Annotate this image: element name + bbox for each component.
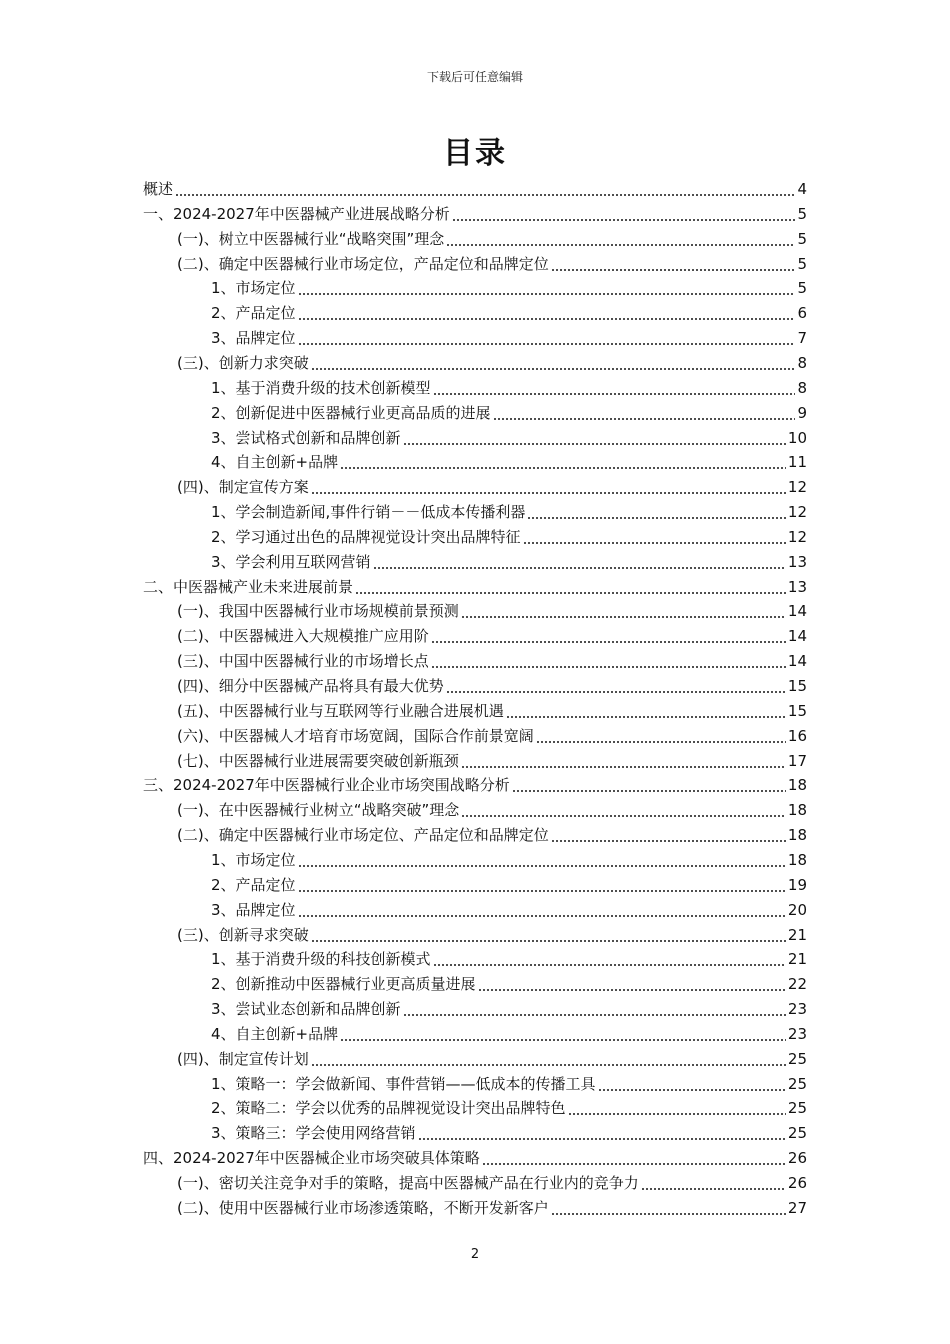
toc-entry-page: 21 (787, 950, 807, 969)
toc-dot-leader (311, 492, 786, 494)
toc-entry[interactable] (211, 846, 807, 871)
toc-dot-leader (431, 666, 786, 668)
toc-entry[interactable] (211, 1070, 807, 1095)
toc-entry[interactable] (143, 200, 807, 225)
toc-entry[interactable] (211, 1020, 807, 1045)
toc-entry-page: 4 (797, 180, 807, 198)
toc-entry-page: 25 (787, 1099, 807, 1118)
toc-entry[interactable] (211, 448, 807, 473)
toc-entry[interactable] (211, 299, 807, 324)
toc-entry-title: (二)、中医器械进入大规模推广应用阶 (177, 627, 429, 646)
toc-entry-title: (七)、中医器械行业进展需要突破创新瓶颈 (177, 751, 459, 770)
toc-dot-leader (446, 244, 795, 246)
toc-entry-title: 二、中医器械产业未来进展前景 (143, 577, 354, 596)
toc-entry-page: 26 (787, 1149, 807, 1168)
toc-dot-leader (311, 1064, 786, 1066)
toc-entry[interactable] (177, 672, 807, 697)
toc-entry-page: 5 (797, 254, 807, 273)
toc-entry-page: 7 (797, 329, 807, 348)
toc-entry-title: (三)、中国中医器械行业的市场增长点 (177, 652, 429, 671)
toc-dot-leader (298, 865, 786, 867)
toc-dot-leader (403, 443, 786, 445)
toc-entry[interactable] (177, 1194, 807, 1219)
toc-entry-page: 5 (797, 279, 807, 298)
toc-entry-page: 17 (787, 751, 807, 770)
toc-entry[interactable] (143, 175, 807, 200)
toc-dot-leader (446, 691, 786, 693)
toc-entry[interactable] (211, 399, 807, 424)
toc-entry-page: 18 (787, 850, 807, 869)
toc-entry[interactable] (211, 374, 807, 399)
toc-entry-page: 20 (787, 900, 807, 919)
toc-entry-page: 13 (787, 552, 807, 571)
toc-entry-page: 18 (787, 826, 807, 845)
toc-dot-leader (433, 393, 796, 395)
toc-entry-page: 26 (787, 1174, 807, 1192)
toc-dot-leader (461, 815, 786, 817)
toc-dot-leader (478, 989, 786, 991)
toc-entry-page: 27 (787, 1198, 807, 1217)
toc-entry-title: 3、策略三：学会使用网络营销 (211, 1124, 416, 1143)
toc-entry[interactable] (177, 473, 807, 498)
toc-dot-leader (641, 1188, 786, 1190)
toc-dot-leader (175, 194, 795, 196)
toc-entry-page: 12 (787, 527, 807, 546)
toc-entry-title: 四、2024-2027年中医器械企业市场突破具体策略 (143, 1149, 480, 1168)
toc-dot-leader (598, 1089, 786, 1091)
toc-dot-leader (551, 840, 786, 842)
toc-entry-page: 14 (787, 627, 807, 646)
toc-dot-leader (298, 318, 796, 320)
toc-entry[interactable] (211, 548, 807, 573)
toc-entry-page: 14 (787, 602, 807, 621)
toc-entry-title: 三、2024-2027年中医器械行业企业市场突围战略分析 (143, 776, 510, 795)
toc-entry-title: 1、基于消费升级的技术创新模型 (211, 378, 431, 397)
toc-entry-title: 1、市场定位 (211, 850, 296, 869)
toc-entry[interactable] (177, 747, 807, 772)
toc-entry-page: 15 (787, 701, 807, 720)
toc-dot-leader (551, 269, 796, 271)
toc-entry-title: 2、产品定位 (211, 875, 296, 894)
toc-dot-leader (461, 616, 786, 618)
toc-entry-title: 1、学会制造新闻,事件行销－－低成本传播利器 (211, 503, 526, 522)
toc-entry-title: 1、策略一：学会做新闻、事件营销——低成本的传播工具 (211, 1074, 596, 1093)
toc-entry[interactable] (211, 945, 807, 970)
toc-entry-title: (三)、创新力求突破 (177, 353, 309, 372)
toc-entry-page: 9 (797, 403, 807, 422)
toc-entry-page: 12 (787, 503, 807, 522)
toc-entry-title: 2、策略二：学会以优秀的品牌视觉设计突出品牌特色 (211, 1099, 566, 1118)
toc-entry-title: 概述 (143, 180, 174, 198)
toc-entry-page: 8 (797, 378, 807, 397)
toc-entry-title: 2、创新促进中医器械行业更高品质的进展 (211, 403, 491, 422)
toc-entry-title: (一)、密切关注竞争对手的策略，提高中医器械产品在行业内的竞争力 (177, 1174, 639, 1192)
toc-dot-leader (298, 293, 796, 295)
toc-dot-leader (452, 219, 796, 221)
toc-entry[interactable] (177, 250, 807, 275)
toc-dot-leader (298, 890, 786, 892)
toc-entry-title: (二)、确定中医器械行业市场定位，产品定位和品牌定位 (177, 254, 549, 273)
toc-entry-title: 4、自主创新+品牌 (211, 453, 339, 472)
toc-entry[interactable] (211, 498, 807, 523)
toc-entry[interactable] (211, 424, 807, 449)
toc-entry-page: 21 (787, 925, 807, 944)
toc-entry[interactable] (143, 1144, 807, 1169)
toc-entry-page: 14 (787, 652, 807, 671)
toc-dot-leader (340, 467, 786, 469)
toc-dot-leader (551, 1213, 786, 1215)
toc-entry-page: 11 (787, 453, 807, 472)
page-header: 下载后可任意编辑 (426, 70, 523, 84)
toc-entry-page: 19 (787, 875, 807, 894)
toc-dot-leader (493, 418, 796, 420)
toc-entry-title: 2、产品定位 (211, 304, 296, 323)
toc-entry-page: 8 (797, 353, 807, 372)
toc-entry[interactable] (177, 225, 807, 250)
toc-entry-title: 2、学习通过出色的品牌视觉设计突出品牌特征 (211, 527, 521, 546)
toc-dot-leader (298, 915, 786, 917)
toc-entry-page: 5 (797, 229, 807, 248)
toc-entry[interactable] (177, 722, 807, 747)
toc-entry[interactable] (143, 573, 807, 598)
toc-entry[interactable] (177, 697, 807, 722)
toc-entry[interactable] (211, 1119, 807, 1144)
toc-dot-leader (536, 741, 786, 743)
toc-entry-title: (四)、细分中医器械产品将具有最大优势 (177, 677, 444, 695)
toc-entry[interactable] (177, 921, 807, 946)
toc-entry[interactable] (211, 871, 807, 896)
toc-entry-title: (一)、在中医器械行业树立“战略突破”理念 (177, 801, 460, 820)
toc-entry[interactable] (211, 896, 807, 921)
toc-dot-leader (311, 940, 786, 942)
toc-entry-title: 3、学会利用互联网营销 (211, 552, 371, 571)
toc-entry-title: 4、自主创新+品牌 (211, 1024, 339, 1043)
page-title: 目录 (443, 136, 507, 171)
toc-entry-title: (二)、确定中医器械行业市场定位、产品定位和品牌定位 (177, 826, 549, 845)
toc-dot-leader (373, 567, 786, 569)
toc-entry[interactable] (177, 647, 807, 672)
toc-entry[interactable] (177, 349, 807, 374)
toc-entry-page: 16 (787, 726, 807, 745)
toc-entry-title: (一)、我国中医器械行业市场规模前景预测 (177, 602, 459, 621)
toc-entry[interactable] (211, 523, 807, 548)
toc-entry-page: 23 (787, 1024, 807, 1043)
toc-dot-leader (527, 517, 786, 519)
toc-entry-title: 3、尝试格式创新和品牌创新 (211, 428, 401, 447)
toc-entry-title: 3、品牌定位 (211, 900, 296, 919)
toc-dot-leader (298, 343, 796, 345)
toc-entry[interactable] (177, 1169, 807, 1194)
toc-entry-page: 25 (787, 1074, 807, 1093)
toc-entry-page: 13 (787, 577, 807, 596)
toc-entry-page: 6 (797, 304, 807, 323)
toc-entry-title: (四)、制定宣传计划 (177, 1049, 309, 1068)
toc-dot-leader (568, 1113, 786, 1115)
toc-entry-title: (一)、树立中医器械行业“战略突围”理念 (177, 229, 445, 248)
toc-dot-leader (506, 716, 786, 718)
toc-entry-page: 5 (797, 204, 807, 223)
toc-dot-leader (461, 766, 786, 768)
toc-entry-title: 2、创新推动中医器械行业更高质量进展 (211, 975, 476, 994)
toc-dot-leader (403, 1014, 786, 1016)
toc-dot-leader (311, 368, 796, 370)
toc-entry-page: 12 (787, 478, 807, 497)
toc-entry-page: 23 (787, 1000, 807, 1019)
toc-dot-leader (482, 1163, 786, 1165)
toc-entry-page: 25 (787, 1049, 807, 1068)
toc-dot-leader (431, 641, 786, 643)
toc-entry[interactable] (177, 821, 807, 846)
toc-entry[interactable] (211, 274, 807, 299)
toc-dot-leader (523, 542, 786, 544)
toc-dot-leader (418, 1138, 786, 1140)
toc-entry[interactable] (211, 1094, 807, 1119)
toc-entry[interactable] (177, 1045, 807, 1070)
toc-entry[interactable] (177, 597, 807, 622)
toc-entry-page: 18 (787, 801, 807, 820)
toc-entry[interactable] (211, 324, 807, 349)
toc-entry-title: (三)、创新寻求突破 (177, 925, 309, 944)
toc-entry[interactable] (211, 970, 807, 995)
toc-entry-page: 10 (787, 428, 807, 447)
toc-dot-leader (512, 790, 786, 792)
toc-entry-title: (二)、使用中医器械行业市场渗透策略，不断开发新客户 (177, 1198, 549, 1217)
toc-entry-page: 22 (787, 975, 807, 994)
toc-dot-leader (433, 964, 786, 966)
toc-entry-title: 3、尝试业态创新和品牌创新 (211, 1000, 401, 1019)
toc-entry-title: (五)、中医器械行业与互联网等行业融合进展机遇 (177, 701, 504, 720)
toc-entry[interactable] (177, 796, 807, 821)
toc-dot-leader (340, 1039, 786, 1041)
toc-entry-title: 1、基于消费升级的科技创新模式 (211, 950, 431, 969)
toc-entry-title: 1、市场定位 (211, 279, 296, 298)
toc-entry-page: 25 (787, 1124, 807, 1143)
page-number: 2 (470, 1247, 480, 1262)
toc-entry-page: 15 (787, 677, 807, 695)
toc-entry-title: 一、2024-2027年中医器械产业进展战略分析 (143, 204, 450, 223)
toc-entry[interactable] (177, 622, 807, 647)
toc-entry-page: 18 (787, 776, 807, 795)
toc-entry-title: (四)、制定宣传方案 (177, 478, 309, 497)
toc-entry[interactable] (143, 771, 807, 796)
toc-entry-title: (六)、中医器械人才培育市场宽阔，国际合作前景宽阔 (177, 726, 534, 745)
toc-dot-leader (355, 592, 786, 594)
toc-entry-title: 3、品牌定位 (211, 329, 296, 348)
toc-entry[interactable] (211, 995, 807, 1020)
